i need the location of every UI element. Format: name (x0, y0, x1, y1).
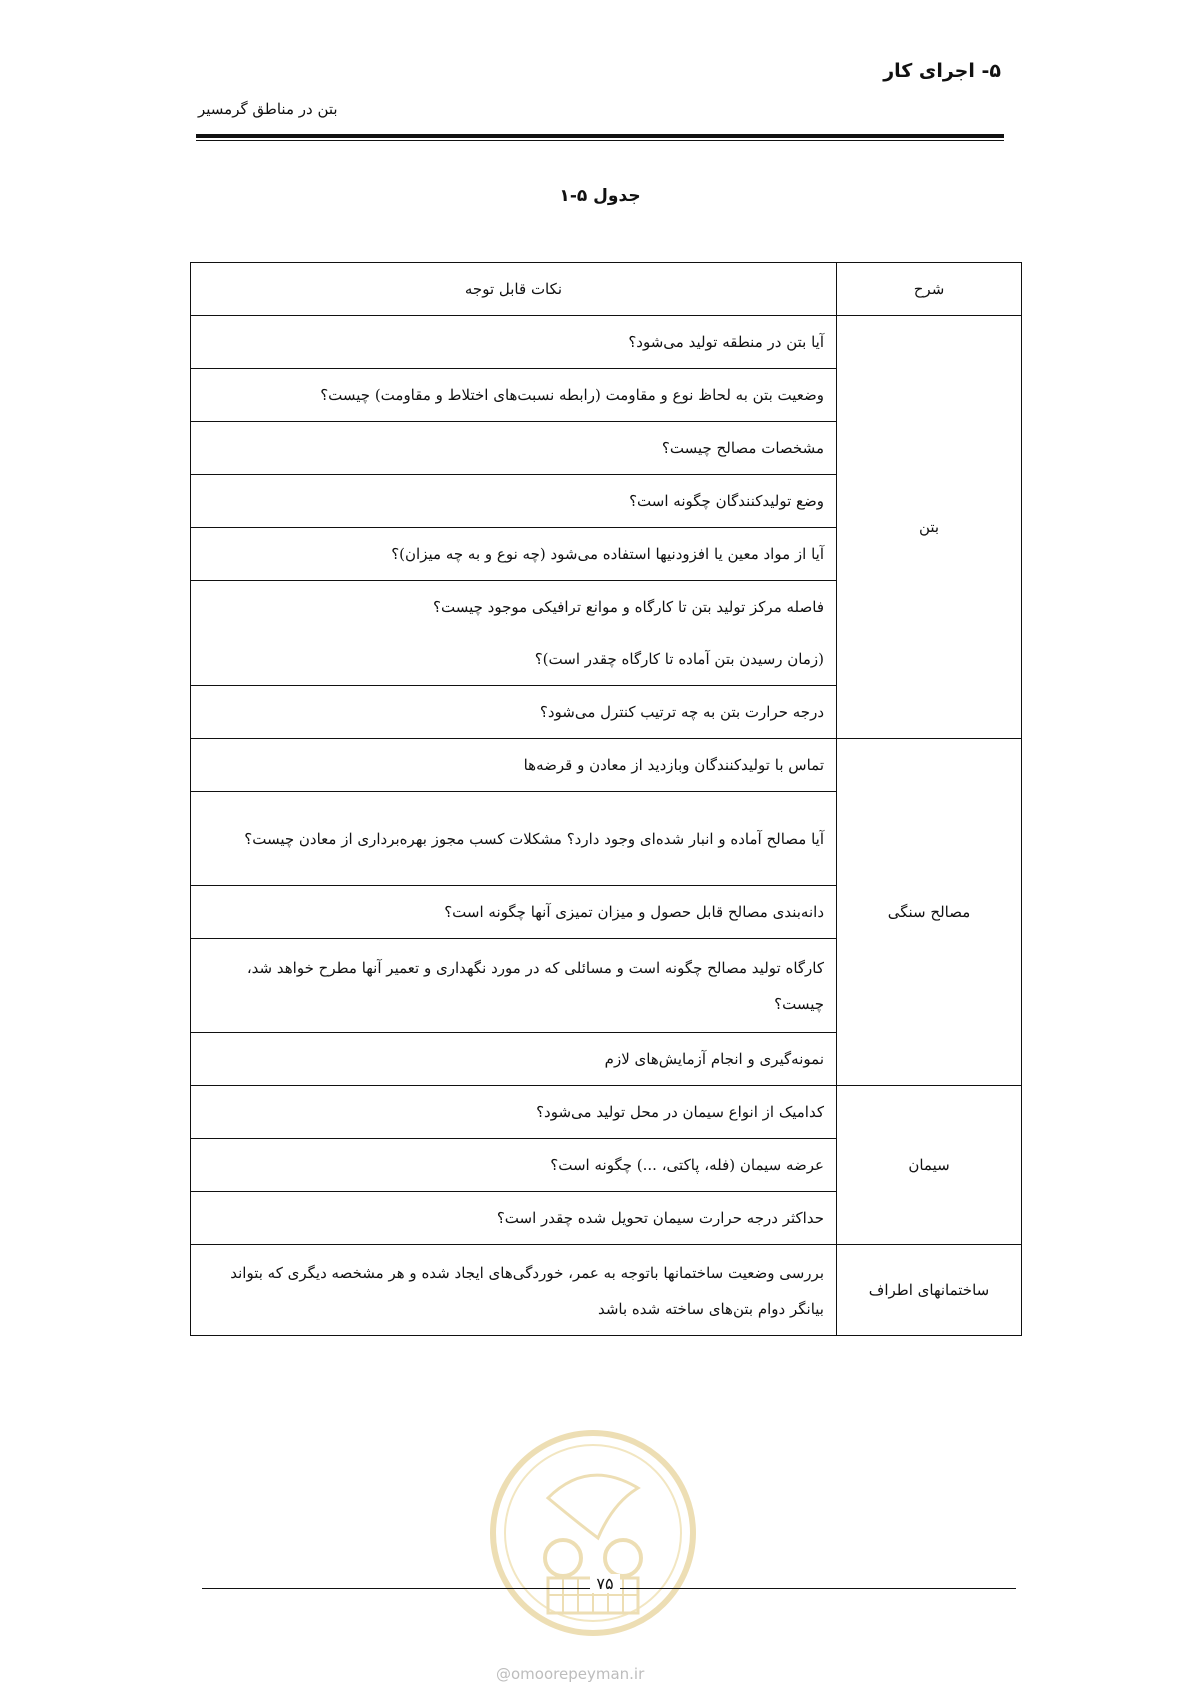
point-cell: عرضه سیمان (فله، پاکتی، ...) چگونه است؟ (191, 1139, 837, 1192)
point-cell: وضعیت بتن به لحاظ نوع و مقاومت (رابطه نسبت‌های اختلاط و مقاومت) چیست؟ (191, 369, 837, 422)
book-title: بتن در مناطق گرمسیر (198, 100, 338, 118)
point-cell: حداکثر درجه حرارت سیمان تحویل شده چقدر است؟ (191, 1192, 837, 1245)
point-cell: آیا از مواد معین یا افزودنیها استفاده می‌شود (چه نوع و به چه میزان)؟ (191, 528, 837, 581)
point-cell: (زمان رسیدن بتن آماده تا کارگاه چقدر است)؟ (191, 633, 837, 686)
column-header-points: نکات قابل توجه (191, 263, 837, 316)
category-surrounding-buildings: ساختمانهای اطراف (837, 1245, 1022, 1336)
point-cell: فاصله مرکز تولید بتن تا کارگاه و موانع ترافیکی موجود چیست؟ (191, 581, 837, 634)
site-text: omoorepeyman.ir (511, 1665, 645, 1683)
footer-rule-left (202, 1588, 590, 1589)
table-row (191, 1086, 1022, 1139)
header-rule-thin (196, 140, 1004, 141)
category-concrete: بتن (837, 316, 1022, 739)
point-cell: نمونه‌گیری و انجام آزمایش‌های لازم (191, 1033, 837, 1086)
point-cell: آیا مصالح آماده و انبار شده‌ای وجود دارد؟ مشکلات کسب مجوز بهره‌برداری از معادن چیست؟ (191, 792, 837, 886)
point-cell: مشخصات مصالح چیست؟ (191, 422, 837, 475)
page-number: ۷۵ (590, 1574, 620, 1593)
table-header-row (191, 263, 1022, 316)
chapter-title: ۵- اجرای کار (883, 60, 1001, 82)
header-rule (196, 134, 1004, 138)
category-cement: سیمان (837, 1086, 1022, 1245)
point-cell: کدامیک از انواع سیمان در محل تولید می‌شود؟ (191, 1086, 837, 1139)
checklist-table (190, 262, 1022, 1336)
point-cell: آیا بتن در منطقه تولید می‌شود؟ (191, 316, 837, 369)
point-cell: دانه‌بندی مصالح قابل حصول و میزان تمیزی آنها چگونه است؟ (191, 886, 837, 939)
point-cell: کارگاه تولید مصالح چگونه است و مسائلی که در مورد نگهداری و تعمیر آنها مطرح خواهد شد، چیست؟ (191, 939, 837, 1033)
point-cell: بررسی وضعیت ساختمانها باتوجه به عمر، خوردگی‌های ایجاد شده و هر مشخصه دیگری که بتواند بیانگر دوام بتن‌های ساخته شده باشد (191, 1245, 837, 1336)
point-cell: تماس با تولیدکنندگان وبازدید از معادن و قرضه‌ها (191, 739, 837, 792)
category-aggregates: مصالح سنگی (837, 739, 1022, 1086)
watermark-seal-icon (488, 1428, 698, 1638)
site-watermark (496, 1665, 644, 1683)
point-cell: درجه حرارت بتن به چه ترتیب کنترل می‌شود؟ (191, 686, 837, 739)
point-cell: وضع تولیدکنندگان چگونه است؟ (191, 475, 837, 528)
table-caption: جدول ۵-۱ (559, 186, 641, 206)
table-row (191, 316, 1022, 369)
footer-rule-right (620, 1588, 1016, 1589)
table-row (191, 1245, 1022, 1336)
column-header-description: شرح (837, 263, 1022, 316)
table-row (191, 739, 1022, 792)
at-icon: @ (496, 1665, 511, 1683)
